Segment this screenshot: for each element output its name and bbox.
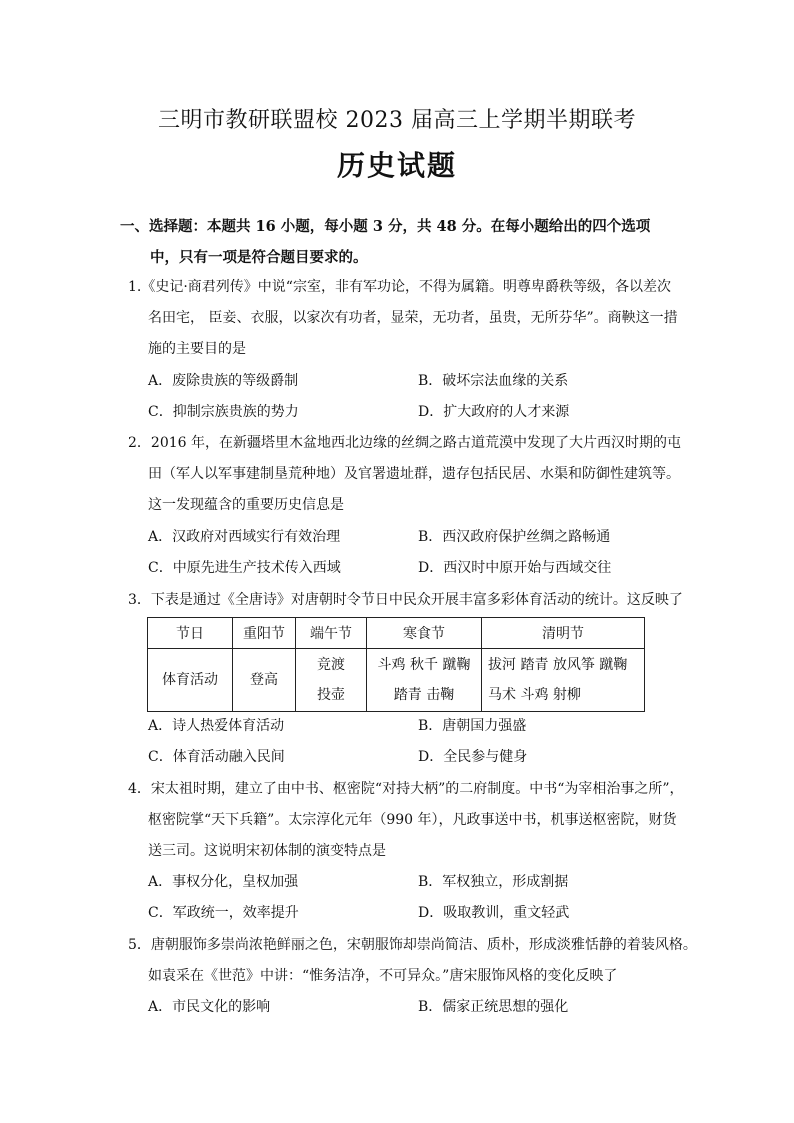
option-c[interactable]: C．军政统一，效率提升 [148, 905, 299, 921]
question-4-line: 4．宋太祖时期，建立了由中书、枢密院“对持大柄”的二府制度。中书“为宰相治事之所”， [128, 781, 684, 797]
question-3 [128, 585, 688, 616]
section-instructions-line: 一、选择题：本题共 16 小题，每小题 3 分，共 48 分。在每小题给出的四个选项 [120, 218, 651, 235]
option-b[interactable]: B．破坏宗法血缘的关系 [418, 373, 569, 389]
option-d[interactable]: D．全民参与健身 [418, 749, 528, 765]
question-4 [128, 774, 688, 867]
question-4-options [148, 867, 688, 929]
exam-title: 三明市教研联盟校 2023 届高三上学期半期联考 [158, 108, 636, 133]
option-a[interactable]: A．废除贵族的等级爵制 [148, 373, 299, 389]
option-d[interactable]: D．西汉时中原开始与西域交往 [418, 560, 612, 576]
table-row [148, 649, 645, 712]
table-cell-line: 斗鸡 秋千 蹴鞠 [377, 657, 471, 673]
option-c[interactable]: C．抑制宗族贵族的势力 [148, 404, 299, 420]
question-2-line: 田（军人以军事建制垦荒种地）及官署遗址群，遗存包括民居、水渠和防御性建筑等。 [148, 466, 680, 482]
option-b[interactable]: B．唐朝国力强盛 [418, 718, 527, 734]
option-a[interactable]: A．诗人热爱体育活动 [148, 718, 285, 734]
option-b[interactable]: B．西汉政府保护丝绸之路畅通 [418, 529, 611, 545]
table-cell [296, 649, 367, 712]
table-cell-line: 登高 [250, 672, 278, 688]
question-1-line: 1.《史记·商君列传》中说“宗室，非有军功论，不得为属籍。明尊卑爵秩等级，各以差次 [128, 279, 671, 295]
question-5 [128, 930, 697, 992]
table-header-cell: 端午节 [296, 618, 367, 649]
option-b[interactable]: B．军权独立，形成割据 [418, 874, 569, 890]
option-a[interactable]: A．市民文化的影响 [148, 999, 271, 1015]
table-cell-line: 投壶 [317, 687, 345, 703]
question-5-line: 如袁采在《世范》中讲：“惟务洁净，不可异众。”唐宋服饰风格的变化反映了 [148, 968, 618, 984]
table-cell-line: 踏青 击鞠 [393, 687, 455, 703]
question-2-line: 2．2016 年，在新疆塔里木盆地西北边缘的丝绸之路古道荒漠中发现了大片西汉时期的屯 [128, 435, 681, 451]
table-cell [482, 649, 645, 712]
festival-sports-table [147, 617, 645, 712]
option-d[interactable]: D．吸取教训，重文轻武 [418, 905, 570, 921]
option-c[interactable]: C．体育活动融入民间 [148, 749, 285, 765]
option-c[interactable]: C．中原先进生产技术传入西域 [148, 560, 341, 576]
table-header-cell: 清明节 [482, 618, 645, 649]
section-instructions-line: 中，只有一项是符合题目要求的。 [150, 249, 368, 266]
question-3-options [148, 711, 688, 773]
table-header-cell: 寒食节 [367, 618, 482, 649]
question-4-line: 枢密院掌“天下兵籍”。太宗淳化元年（990 年），凡政事送中书，机事送枢密院，财货 [148, 812, 677, 828]
question-1 [128, 272, 688, 365]
question-2-options [148, 522, 688, 584]
table-cell-line: 拔河 踏青 放风筝 蹴鞠 [488, 657, 628, 673]
option-d[interactable]: D．扩大政府的人才来源 [418, 404, 570, 420]
option-a[interactable]: A．汉政府对西域实行有效治理 [148, 529, 341, 545]
question-2 [128, 428, 688, 521]
question-5-line: 5．唐朝服饰多崇尚浓艳鲜丽之色，宋朝服饰却崇尚简洁、质朴，形成淡雅恬静的着装风格。 [128, 937, 697, 953]
section-instructions [120, 211, 680, 273]
table-cell [367, 649, 482, 712]
option-a[interactable]: A．事权分化，皇权加强 [148, 874, 299, 890]
question-3-line: 3．下表是通过《全唐诗》对唐朝时令节日中民众开展丰富多彩体育活动的统计。这反映了 [128, 592, 683, 608]
table-cell-line: 马术 斗鸡 射柳 [488, 687, 581, 703]
question-2-line: 这一发现蕴含的重要历史信息是 [148, 497, 344, 513]
table-header-cell: 节日 [148, 618, 233, 649]
table-cell-line: 竞渡 [317, 657, 345, 673]
exam-subtitle: 历史试题 [336, 149, 457, 182]
table-row-label: 体育活动 [148, 649, 233, 712]
question-1-line: 施的主要目的是 [148, 341, 246, 357]
option-b[interactable]: B．儒家正统思想的强化 [418, 999, 569, 1015]
question-1-line: 名田宅， 臣妾、衣服，以家次有功者，显荣，无功者，虽贵，无所芬华”。商鞅这一措 [148, 310, 678, 326]
table-header-cell: 重阳节 [233, 618, 296, 649]
question-5-options [148, 992, 688, 1023]
table-header-row [148, 618, 645, 649]
table-cell [233, 649, 296, 712]
question-4-line: 送三司。这说明宋初体制的演变特点是 [148, 843, 386, 859]
question-1-options [148, 366, 688, 428]
